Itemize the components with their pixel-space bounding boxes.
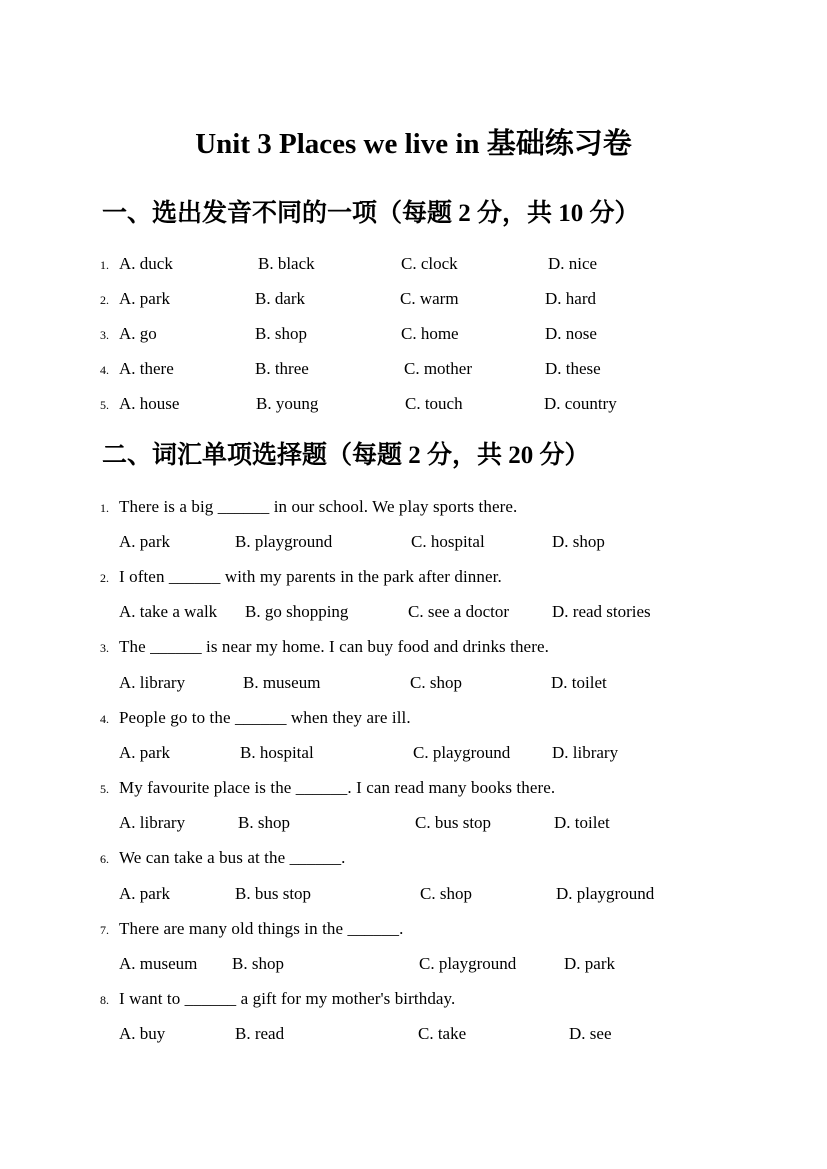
- option-c: C. touch: [405, 394, 463, 413]
- question-stem-row: [0, 634, 827, 660]
- question-stem-row: [0, 564, 827, 590]
- option-b: B. three: [255, 359, 309, 378]
- option-a: A. buy: [119, 1024, 166, 1043]
- option-b: B. playground: [235, 532, 333, 551]
- options-row: [0, 599, 827, 625]
- option-c: C. take: [418, 1024, 467, 1043]
- options-row: [0, 1021, 827, 1047]
- option-c: C. shop: [410, 673, 462, 692]
- option-d: D. toilet: [554, 813, 610, 832]
- option-b: B. dark: [255, 289, 306, 308]
- option-c: C. hospital: [411, 532, 485, 551]
- question-number: 7.: [100, 923, 109, 937]
- options-row: [0, 529, 827, 555]
- question-row: [0, 251, 827, 277]
- question-stem-row: [0, 845, 827, 871]
- question-number: 1.: [100, 258, 109, 272]
- option-c: C. playground: [419, 954, 517, 973]
- question-number: 3.: [100, 641, 109, 655]
- section-heading-pronunciation: 一、选出发音不同的一项（每题 2 分，共 10 分）: [102, 200, 640, 227]
- question-row: [0, 286, 827, 312]
- option-b: B. shop: [238, 813, 290, 832]
- option-c: C. shop: [420, 884, 472, 903]
- option-d: D. toilet: [551, 673, 607, 692]
- question-stem-row: [0, 916, 827, 942]
- option-a: A. library: [119, 813, 186, 832]
- option-c: C. mother: [404, 359, 472, 378]
- question-number: 1.: [100, 501, 109, 515]
- section-heading-vocabulary: 二、词汇单项选择题（每题 2 分，共 20 分）: [102, 442, 590, 469]
- option-c: C. playground: [413, 743, 511, 762]
- option-b: B. museum: [243, 673, 321, 692]
- question-stem-row: [0, 705, 827, 731]
- options-row: [0, 810, 827, 836]
- option-c: C. warm: [400, 289, 459, 308]
- options-row: [0, 951, 827, 977]
- option-b: B. bus stop: [235, 884, 312, 903]
- option-d: D. see: [569, 1024, 612, 1043]
- option-a: A. go: [119, 324, 157, 343]
- option-b: B. shop: [232, 954, 284, 973]
- question-number: 4.: [100, 363, 109, 377]
- question-stem-row: [0, 775, 827, 801]
- question-number: 4.: [100, 712, 109, 726]
- option-b: B. black: [258, 254, 315, 273]
- question-row: [0, 356, 827, 382]
- options-row: [0, 670, 827, 696]
- question-number: 6.: [100, 852, 109, 866]
- question-number: 8.: [100, 993, 109, 1007]
- page-title: Unit 3 Places we live in 基础练习卷: [195, 128, 632, 160]
- question-stem: There is a big ______ in our school. We play sports there.: [119, 497, 518, 516]
- option-d: D. nose: [545, 324, 597, 343]
- option-a: A. park: [119, 884, 170, 903]
- option-d: D. park: [564, 954, 615, 973]
- question-stem: I often ______ with my parents in the park after dinner.: [119, 567, 502, 586]
- question-stem: There are many old things in the ______.: [119, 919, 404, 938]
- option-d: D. hard: [545, 289, 596, 308]
- option-d: D. these: [545, 359, 601, 378]
- question-stem: We can take a bus at the ______.: [119, 848, 346, 867]
- question-stem: People go to the ______ when they are ill.: [119, 708, 411, 727]
- question-stem: My favourite place is the ______. I can read many books there.: [119, 778, 556, 797]
- question-row: [0, 391, 827, 417]
- option-a: A. house: [119, 394, 180, 413]
- question-number: 2.: [100, 571, 109, 585]
- option-d: D. library: [552, 743, 619, 762]
- option-d: D. country: [544, 394, 617, 413]
- option-b: B. read: [235, 1024, 285, 1043]
- option-c: C. clock: [401, 254, 458, 273]
- option-a: A. duck: [119, 254, 173, 273]
- option-d: D. playground: [556, 884, 655, 903]
- option-a: A. park: [119, 743, 170, 762]
- question-row: [0, 321, 827, 347]
- option-d: D. read stories: [552, 602, 651, 621]
- option-d: D. nice: [548, 254, 598, 273]
- question-number: 5.: [100, 782, 109, 796]
- option-c: C. home: [401, 324, 459, 343]
- option-c: C. bus stop: [415, 813, 492, 832]
- question-number: 5.: [100, 398, 109, 412]
- option-b: B. shop: [255, 324, 307, 343]
- option-d: D. shop: [552, 532, 605, 551]
- options-row: [0, 881, 827, 907]
- question-number: 2.: [100, 293, 109, 307]
- option-b: B. young: [256, 394, 319, 413]
- question-stem-row: [0, 986, 827, 1012]
- option-c: C. see a doctor: [408, 602, 510, 621]
- options-row: [0, 740, 827, 766]
- question-stem: I want to ______ a gift for my mother's birthday.: [119, 989, 456, 1008]
- option-a: A. park: [119, 289, 170, 308]
- option-a: A. museum: [119, 954, 198, 973]
- option-a: A. there: [119, 359, 174, 378]
- option-b: B. go shopping: [245, 602, 349, 621]
- option-a: A. park: [119, 532, 170, 551]
- question-stem-row: [0, 494, 827, 520]
- question-number: 3.: [100, 328, 109, 342]
- question-stem: The ______ is near my home. I can buy food and drinks there.: [119, 637, 549, 656]
- option-a: A. library: [119, 673, 186, 692]
- option-b: B. hospital: [240, 743, 314, 762]
- option-a: A. take a walk: [119, 602, 218, 621]
